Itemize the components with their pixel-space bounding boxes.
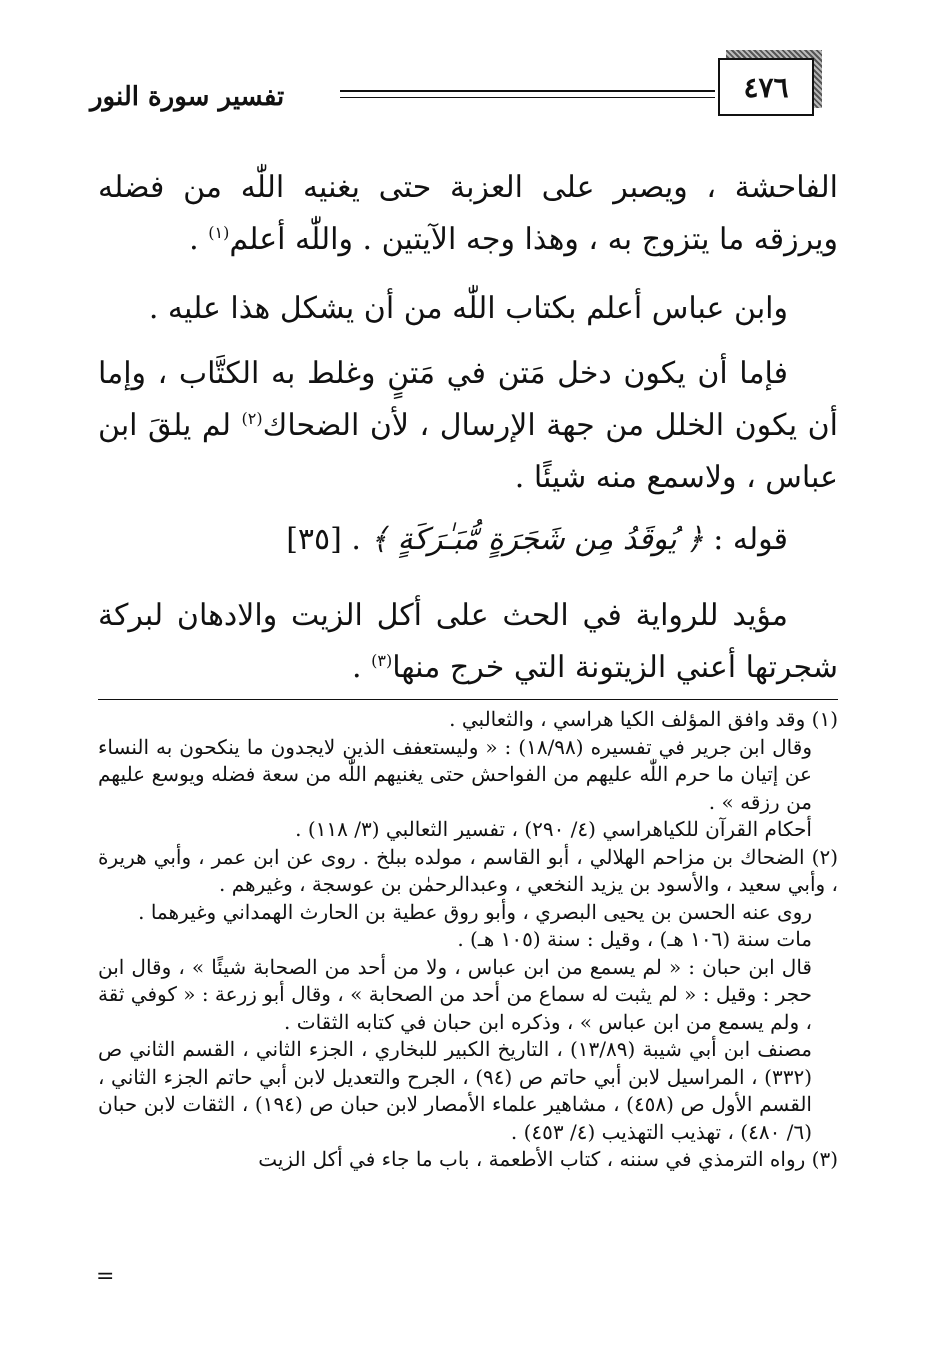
footnote-1-quote: وقال ابن جرير في تفسيره (١٨/٩٨) : « وليستعفف الذين لايجدون ما ينكحون به النساء عن إتيان ما حرم اللّٰه عليهم من الفواحش حتى يغنيهم اللّٰه من سعة فضله ويوسع عليهم من رزقه » . [98, 734, 812, 814]
paragraph-3-end: لم يلقَ ابن عباس ، ولاسمع منه شيئًا . [98, 408, 838, 495]
paragraph-5-text: مؤيد للرواية في الحث على أكل الزيت والادهان لبركة شجرتها أعني الزيتونة التي خرج منها [98, 598, 838, 685]
paragraph-3 [98, 348, 838, 504]
footnote-2-death: مات سنة (١٠٦ هـ) ، وقيل : سنة (١٠٥ هـ) . [457, 927, 812, 951]
paragraph-3-text: فإما أن يكون دخل مَتن في مَتنٍ وغلط به الكتَّاب ، وإما أن يكون الخلل من جهة الإرسال ، لأن الضحاك [98, 356, 838, 443]
paragraph-1-end: . [189, 222, 209, 257]
paragraph-2 [98, 283, 838, 335]
footnote-ref-2: (٢) [241, 409, 263, 428]
footnote-ref-3: (٣) [371, 651, 393, 670]
paragraph-2-text: وابن عباس أعلم بكتاب اللّٰه من أن يشكل هذا عليه . [148, 291, 788, 326]
footnote-3: (٣) رواه الترمذي في سننه ، كتاب الأطعمة ، باب ما جاء في أكل الزيت [258, 1147, 838, 1171]
running-title: تفسير سورة النور [90, 82, 285, 112]
verse-reference: . [٣٥] [286, 522, 361, 557]
footnote-2-opinions: قال ابن حبان : « لم يسمع من ابن عباس ، ولا من أحد من الصحابة شيئًا » ، وقال ابن حجر : وقيل : « لم يثبت له سماع من أحد من الصحابة » ، وقال أبو زرعة : « كوفي ثقة ، ولم يسمع من ابن عباس » ، وذكره ابن حبان في كتابه الثقات . [98, 954, 812, 1034]
verse-intro: قوله : [703, 522, 788, 557]
footnote-ref-1: (١) [208, 223, 230, 242]
footnote-divider [98, 699, 838, 700]
footnote-1-heading: (١) وقد وافق المؤلف الكيا هراسي ، والثعالبي . [449, 707, 838, 731]
header-rule-top [340, 90, 715, 92]
verse-line [98, 514, 838, 566]
footnote-2-heading: (٢) الضحاك بن مزاحم الهلالي ، أبو القاسم ، مولده ببلخ . روى عن ابن عمر ، وأبي هريرة ، وأبي سعيد ، والأسود بن يزيد النخعي ، وعبدالرحمٰن بن عوسجة ، وغيرهم . [98, 844, 838, 896]
footnote-2-sources: مصنف ابن أبي شيبة (١٣/٨٩) ، التاريخ الكبير للبخاري ، الجزء الثاني ، القسم الثاني ص (٣٣٢) ، المراسيل لابن أبي حاتم ص (٩٤) ، الجرح والتعديل لابن أبي حاتم الجزء الثاني ، القسم الأول ص (٤٥٨) ، مشاهير علماء الأمصار لابن حبان ص (١٩٤) ، الثقات لابن حبان (٦/ ٤٨٠) ، تهذيب التهذيب (٤/ ٤٥٣) . [98, 1037, 812, 1144]
quran-verse: ﴿ يُوقَدُ مِن شَجَرَةٍ مُّبَـٰرَكَةٍ ﴾ [370, 522, 704, 557]
continuation-mark: = [96, 1264, 115, 1289]
footnotes [98, 706, 838, 1174]
footnote-2-students: روى عنه الحسن بن يحيى البصري ، وأبو روق عطية بن الحارث الهمداني وغيرهما . [138, 899, 812, 924]
page-number: ٤٧٦ [718, 58, 814, 116]
footnote-1-sources: أحكام القرآن للكياهراسي (٤/ ٢٩٠) ، تفسير الثعالبي (٣/ ١١٨) . [295, 817, 812, 841]
paragraph-1 [98, 162, 838, 266]
paragraph-5-end: . [352, 650, 372, 685]
header-rule-bottom [340, 97, 715, 98]
paragraph-5 [98, 590, 838, 694]
paragraph-1-text: الفاحشة ، ويصبر على العزبة حتى يغنيه اللّٰه من فضله ويرزقه ما يتزوج به ، وهذا وجه الآيتين . واللّٰه أعلم [98, 170, 838, 257]
